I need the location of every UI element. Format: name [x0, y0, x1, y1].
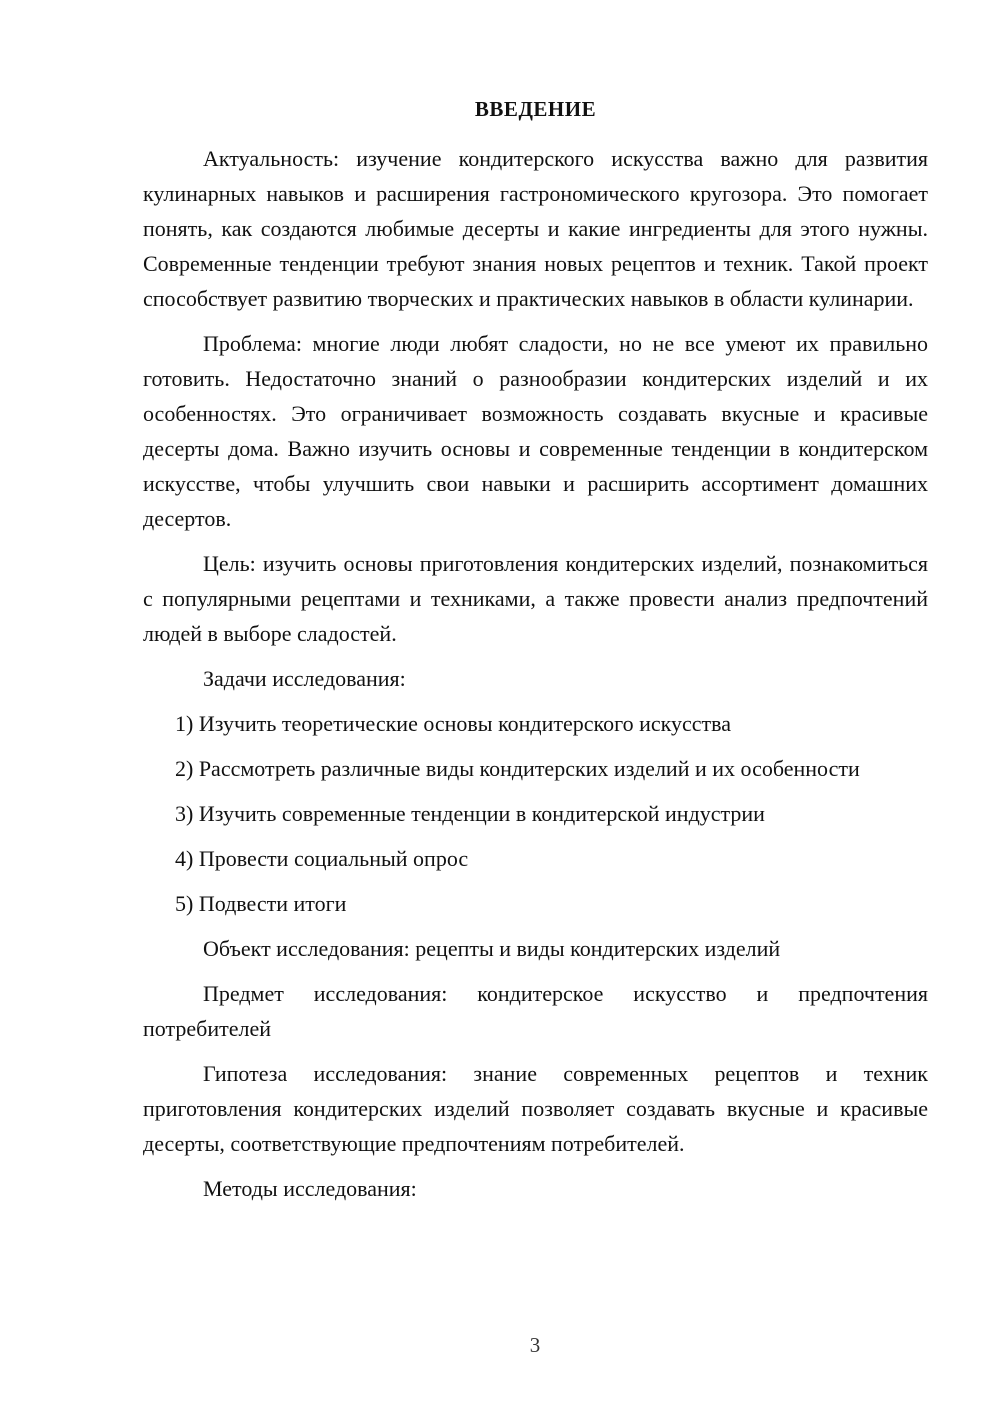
paragraph-problem: Проблема: многие люди любят сладости, но не все умеют их правильно готовить. Недостаточно знаний о разнообразии кондитерских изделий и их особенностях. Это ограничивает возможность создавать вкусные и красивые десерты дома. Важно изучить основы и современные тенденции в кондитерском искусстве, чтобы улучшить свои навыки и расширить ассортимент домашних десертов.	[143, 331, 928, 531]
paragraph-goal: Цель: изучить основы приготовления кондитерских изделий, познакомиться с популярными рецептами и техниками, а также провести анализ предпочтений людей в выборе сладостей.	[143, 551, 928, 646]
task-item-3: 3) Изучить современные тенденции в кондитерской индустрии	[175, 801, 765, 826]
methods-heading: Методы исследования:	[203, 1176, 417, 1201]
document-page	[143, 92, 928, 1216]
section-title: ВВЕДЕНИЕ	[474, 97, 597, 121]
paragraph-object: Объект исследования: рецепты и виды кондитерских изделий	[203, 936, 781, 961]
task-item-5: 5) Подвести итоги	[175, 891, 347, 916]
paragraph-subject: Предмет исследования: кондитерское искусство и предпочтения потребителей	[143, 981, 928, 1041]
task-item-1: 1) Изучить теоретические основы кондитерского искусства	[175, 711, 732, 736]
task-item-2: 2) Рассмотреть различные виды кондитерских изделий и их особенности	[175, 756, 860, 781]
task-item-4: 4) Провести социальный опрос	[175, 846, 469, 871]
tasks-heading: Задачи исследования:	[203, 666, 406, 691]
page-number: 3	[529, 1333, 541, 1357]
paragraph-hypothesis: Гипотеза исследования: знание современных рецептов и техник приготовления кондитерских изделий позволяет создавать вкусные и красивые десерты, соответствующие предпочтениям потребителей.	[143, 1061, 928, 1156]
paragraph-relevance: Актуальность: изучение кондитерского искусства важно для развития кулинарных навыков и расширения гастрономического кругозора. Это помогает понять, как создаются любимые десерты и какие ингредиенты для этого нужны. Современные тенденции требуют знания новых рецептов и техник. Такой проект способствует развитию творческих и практических навыков в области кулинарии.	[143, 146, 928, 311]
